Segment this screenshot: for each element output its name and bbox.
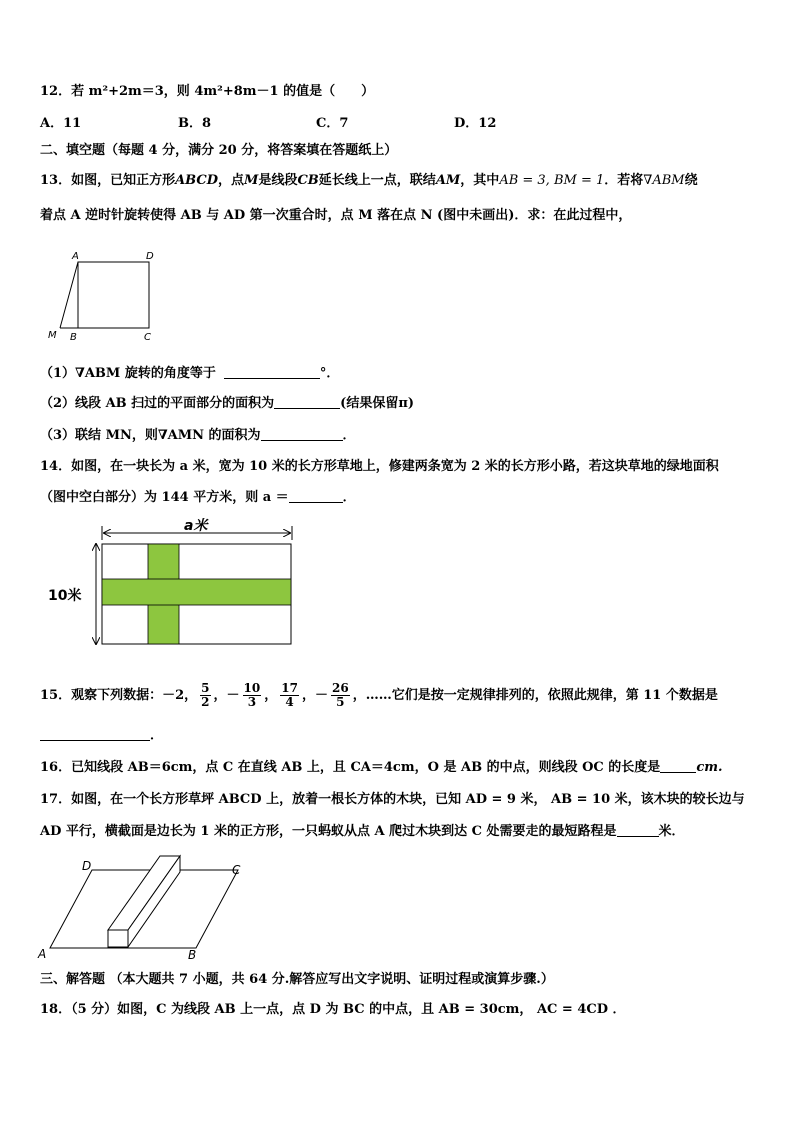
- fraction-2: [243, 682, 262, 709]
- fraction-sign: －: [226, 688, 240, 703]
- q13-line1: 13．如图，已知正方形ABCD，点M是线段CB延长线上一点，联结AM，其中AB = 3, BM = 1．若将∇ABM绕: [40, 173, 698, 188]
- fraction-denominator: 3: [247, 695, 257, 709]
- q13-sub1: （1）∇ABM 旋转的角度等于 °．: [40, 366, 340, 381]
- q15-answer-line: ．: [40, 728, 163, 744]
- label-c: C: [232, 863, 241, 877]
- fraction-numerator: 26: [331, 681, 349, 695]
- q14-line2: （图中空白部分）为 144 平方米，则 a ＝ ．: [40, 490, 356, 505]
- label-a: A: [38, 947, 47, 961]
- label-a: A: [72, 251, 79, 262]
- q12-options: [40, 116, 496, 132]
- q13-square-figure: [40, 248, 170, 344]
- label-a-meters: a米: [184, 518, 208, 534]
- fraction-1: [200, 682, 210, 709]
- q16-line: 16．已知线段 AB＝6cm，点 C 在直线 AB 上，且 CA＝4cm，O 是 AB 的中点，则线段 OC 的长度是 cm.: [40, 760, 723, 775]
- label-m: M: [48, 330, 57, 341]
- fraction-denominator: 4: [285, 695, 294, 709]
- square-abcd: [78, 262, 149, 328]
- fraction-denominator: 5: [336, 695, 345, 709]
- q17-line1: 17．如图，在一个长方形草坪 ABCD 上，放着一根长方体的木块，已知 AD = 9 米， AB = 10 米，该木块的较长边与: [40, 792, 745, 807]
- fraction-numerator: 17: [281, 681, 298, 695]
- q12-option-c: C．7: [316, 116, 349, 131]
- q14-line1: 14．如图，在一块长为 a 米，宽为 10 米的长方形草地上，修建两条宽为 2 米的长方形小路，若这块草地的绿地面积: [40, 459, 719, 474]
- q12-option-a: A．11: [40, 116, 82, 131]
- section-2-heading: 二、填空题（每题 4 分，满分 20 分，将答案填在答题纸上）: [40, 143, 398, 158]
- fraction-sign: －: [314, 688, 328, 703]
- label-b: B: [70, 332, 77, 343]
- q15-line: 15．观察下列数据：－2， $\frac{5}{2}$ ，－ $\frac{10}{3}$ ， $\frac{17}{4}$ ，－ $\frac{26}{5}$ ，……它们是按一定规律排列的，依照此规律，第 11 个数据是: [40, 681, 718, 709]
- fraction-denominator: 2: [201, 695, 210, 709]
- q15-fraction-sequence: $\frac{5}{2}$ ，－ $\frac{10}{3}$ ， $\frac{17}{4}$ ，－ $\frac{26}{5}$: [201, 681, 349, 709]
- q17-lawn-block-figure: [36, 850, 256, 962]
- q12-option-d: D．12: [454, 116, 497, 131]
- q14-lawn-figure: [44, 516, 298, 648]
- fraction-4: [331, 682, 350, 709]
- q12-stem: 12．若 m²+2m＝3，则 4m²+8m－1 的值是（ ）: [40, 84, 375, 99]
- fraction-3: [280, 682, 299, 709]
- horizontal-path: [102, 579, 291, 605]
- label-b: B: [188, 948, 197, 962]
- q13-sub3: （3）联结 MN，则∇AMN 的面积为 ．: [40, 428, 356, 443]
- label-c: C: [144, 332, 151, 343]
- block-front-face: [108, 930, 128, 947]
- label-10-meters: 10米: [48, 588, 82, 604]
- label-d: D: [146, 251, 154, 262]
- q17-line2: AD 平行，横截面是边长为 1 米的正方形，一只蚂蚁从点 A 爬过木块到达 C 处需要走的最短路程是 米．: [40, 824, 685, 839]
- fraction-numerator: 5: [201, 681, 210, 695]
- segment-am: [60, 262, 78, 328]
- fraction-numerator: 10: [243, 681, 261, 695]
- section-3-heading: 三、解答题 （本大题共 7 小题，共 64 分.解答应写出文字说明、证明过程或演算步骤.）: [40, 972, 554, 987]
- q13-sub2: （2）线段 AB 扫过的平面部分的面积为 (结果保留π): [40, 396, 414, 411]
- q18-line: 18．（5 分）如图，C 为线段 AB 上一点，点 D 为 BC 的中点，且 AB = 30cm， AC = 4CD ．: [40, 1002, 626, 1017]
- q12-option-b: B．8: [178, 116, 212, 131]
- q13-line2: 着点 A 逆时针旋转使得 AB 与 AD 第一次重合时，点 M 落在点 N (图中未画出)．求：在此过程中，: [40, 208, 632, 223]
- label-d: D: [82, 859, 92, 873]
